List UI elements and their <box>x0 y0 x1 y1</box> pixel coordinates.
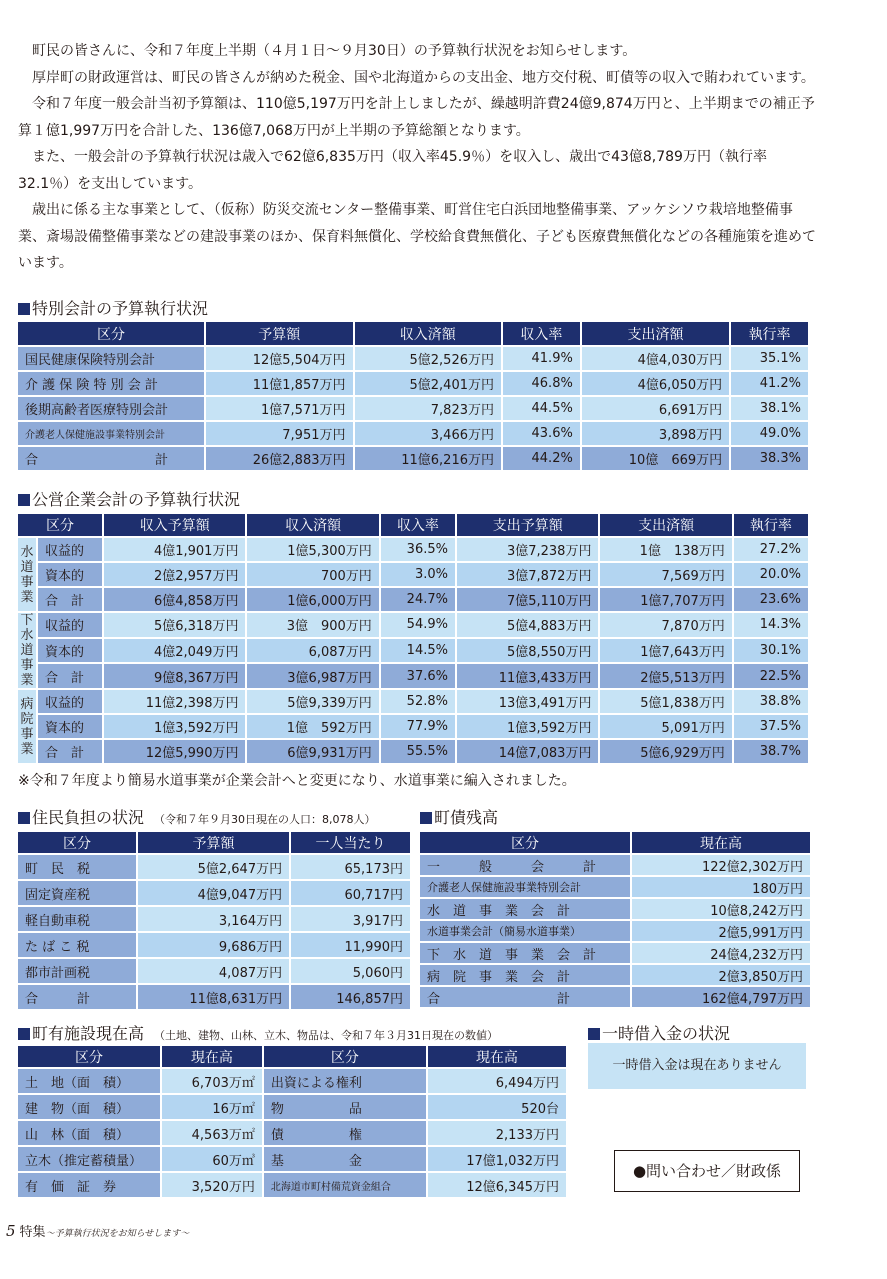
row-label: 病 院 事 業 会 計 <box>420 965 630 985</box>
temporary-loan-heading <box>588 1024 730 1044</box>
row-label: 介 護 保 険 特 別 会 計 <box>18 372 204 395</box>
row-label: 合 計 <box>38 664 102 688</box>
table-cell: 3億7,238万円 <box>457 538 598 561</box>
row-label: 出資による権利 <box>264 1069 426 1093</box>
table-cell: 1億7,707万円 <box>600 588 731 611</box>
table-cell: 6億9,931万円 <box>247 740 378 763</box>
row-label: 資本的 <box>38 563 102 586</box>
column-header: 執行率 <box>734 514 808 536</box>
table-row <box>18 1147 566 1171</box>
table-cell: 9,686万円 <box>138 933 289 957</box>
row-label: 物 品 <box>264 1095 426 1119</box>
row-label: 都市計画税 <box>18 959 136 983</box>
table-cell: 6億4,858万円 <box>104 588 245 611</box>
table-cell: 4億4,030万円 <box>582 347 729 370</box>
table-cell: 3億 900万円 <box>247 613 378 637</box>
row-label: 収益的 <box>38 690 102 713</box>
table-cell: 11億3,433万円 <box>457 664 598 688</box>
column-header: 区分 <box>18 1046 160 1067</box>
column-header: 支出済額 <box>600 514 731 536</box>
table-row <box>18 855 410 879</box>
table-cell: 4億6,050万円 <box>582 372 729 395</box>
square-bullet-icon <box>18 812 30 824</box>
table-cell: 5億1,838万円 <box>600 690 731 713</box>
row-label: 水 道 事 業 会 計 <box>420 899 630 919</box>
table-cell: 162億4,797万円 <box>632 987 810 1007</box>
column-header: 区分 <box>264 1046 426 1067</box>
table-cell: 9億8,367万円 <box>104 664 245 688</box>
table-cell: 38.1% <box>731 397 808 420</box>
intro-paragraph: また、一般会計の予算執行状況は歳入で62億6,835万円（収入率45.9％）を収入し、歳出で43億8,789万円（執行率32.1％）を支出しています。 <box>18 149 767 192</box>
table-cell: 2,133万円 <box>428 1121 566 1145</box>
table-cell: 5,091万円 <box>600 715 731 738</box>
page-footer <box>6 1221 189 1240</box>
table-row <box>420 877 810 897</box>
table-total-row <box>18 740 808 763</box>
table-row <box>18 690 808 713</box>
public-enterprise-table <box>16 512 810 765</box>
row-label: 債 権 <box>264 1121 426 1145</box>
column-header: 区分 <box>18 832 136 853</box>
column-header: 現在高 <box>632 832 810 853</box>
table-cell: 4億9,047万円 <box>138 881 289 905</box>
table-cell: 37.5% <box>734 715 808 738</box>
table-cell: 2億5,991万円 <box>632 921 810 941</box>
public-enterprise-heading <box>18 490 240 510</box>
town-debt-table <box>418 830 812 1009</box>
section-title: 町債残高 <box>434 808 499 827</box>
row-label: 介護老人保健施設事業特別会計 <box>18 422 204 445</box>
table-cell: 35.1% <box>731 347 808 370</box>
table-cell: 5億6,929万円 <box>600 740 731 763</box>
table-cell: 6,087万円 <box>247 639 378 663</box>
table-row <box>18 959 410 983</box>
table-row <box>420 855 810 875</box>
table-cell: 5,060円 <box>291 959 410 983</box>
column-header: 収入済額 <box>247 514 378 536</box>
group-label: 水道事業 <box>18 538 36 611</box>
table-cell: 700万円 <box>247 563 378 586</box>
row-label: 合 計 <box>420 987 630 1007</box>
table-total-row <box>18 664 808 688</box>
table-cell: 2億5,513万円 <box>600 664 731 688</box>
column-header: 執行率 <box>731 322 808 345</box>
footer-subtitle: ～予算執行状況をお知らせします～ <box>45 1229 190 1239</box>
table-row <box>420 965 810 985</box>
table-row <box>18 422 808 445</box>
table-row <box>18 613 808 637</box>
table-cell: 4,087万円 <box>138 959 289 983</box>
table-cell: 43.6% <box>503 422 580 445</box>
row-label: 基 金 <box>264 1147 426 1171</box>
page-number: 5 <box>6 1222 16 1240</box>
table-row <box>18 715 808 738</box>
table-cell: 6,691万円 <box>582 397 729 420</box>
square-bullet-icon <box>18 1028 30 1040</box>
table-cell: 20.0% <box>734 563 808 586</box>
table-cell: 37.6% <box>381 664 455 688</box>
table-cell: 13億3,491万円 <box>457 690 598 713</box>
table-cell: 12億5,504万円 <box>206 347 353 370</box>
table-cell: 1億5,300万円 <box>247 538 378 561</box>
table-cell: 1億3,592万円 <box>104 715 245 738</box>
table-row <box>420 921 810 941</box>
row-label: 一 般 会 計 <box>420 855 630 875</box>
section-title: 住民負担の状況 <box>32 808 145 827</box>
table-cell: 122億2,302万円 <box>632 855 810 875</box>
table-cell: 5億6,318万円 <box>104 613 245 637</box>
table-cell: 7,951万円 <box>206 422 353 445</box>
intro-paragraph: 町民の皆さんに、令和７年度上半期（４月１日～９月30日）の予算執行状況をお知らせします。 <box>32 43 637 59</box>
table-cell: 10億 669万円 <box>582 447 729 470</box>
table-row <box>18 538 808 561</box>
table-cell: 46.8% <box>503 372 580 395</box>
table-cell: 1億3,592万円 <box>457 715 598 738</box>
intro-text <box>18 38 818 277</box>
column-header: 予算額 <box>138 832 289 853</box>
table-cell: 180万円 <box>632 877 810 897</box>
table-cell: 14.5% <box>381 639 455 663</box>
table-cell: 7億5,110万円 <box>457 588 598 611</box>
row-label: 有 価 証 券 <box>18 1173 160 1197</box>
row-label: 下 水 道 事 業 会 計 <box>420 943 630 963</box>
table-cell: 3億6,987万円 <box>247 664 378 688</box>
row-label: 合 計 <box>38 588 102 611</box>
table-cell: 5億2,526万円 <box>355 347 502 370</box>
table-cell: 7,823万円 <box>355 397 502 420</box>
column-header: 支出予算額 <box>457 514 598 536</box>
square-bullet-icon <box>18 303 30 315</box>
column-header: 区分 <box>420 832 630 853</box>
table-cell: 36.5% <box>381 538 455 561</box>
row-label: 資本的 <box>38 639 102 663</box>
row-label: 介護老人保健施設事業特別会計 <box>420 877 630 897</box>
table-cell: 12億5,990万円 <box>104 740 245 763</box>
table-row <box>18 397 808 420</box>
row-label: 水道事業会計（簡易水道事業） <box>420 921 630 941</box>
table-cell: 1億6,000万円 <box>247 588 378 611</box>
column-header: 予算額 <box>206 322 353 345</box>
town-debt-heading <box>420 808 498 828</box>
table-cell: 27.2% <box>734 538 808 561</box>
column-header: 収入済額 <box>355 322 502 345</box>
row-label: 北海道市町村備荒資金組合 <box>264 1173 426 1197</box>
temporary-loan-box: 一時借入金は現在ありません <box>588 1043 806 1089</box>
table-cell: 11億8,631万円 <box>138 985 289 1009</box>
table-cell: 17億1,032万円 <box>428 1147 566 1171</box>
resident-burden-heading <box>18 808 376 830</box>
special-account-table <box>16 320 810 472</box>
table-cell: 520台 <box>428 1095 566 1119</box>
row-label: 合 計 <box>38 740 102 763</box>
table-row <box>18 347 808 370</box>
column-header: 区分 <box>18 322 204 345</box>
table-cell: 1億 138万円 <box>600 538 731 561</box>
table-cell: 2億3,850万円 <box>632 965 810 985</box>
table-cell: 41.2% <box>731 372 808 395</box>
resident-burden-table <box>16 830 412 1011</box>
table-cell: 77.9% <box>381 715 455 738</box>
table-total-row <box>18 447 808 470</box>
column-header: 支出済額 <box>582 322 729 345</box>
town-facilities-table <box>16 1044 568 1199</box>
table-cell: 60,717円 <box>291 881 410 905</box>
table-cell: 52.8% <box>381 690 455 713</box>
table-cell: 5億9,339万円 <box>247 690 378 713</box>
table-cell: 24.7% <box>381 588 455 611</box>
square-bullet-icon <box>588 1028 600 1040</box>
table-row <box>18 881 410 905</box>
table-total-row <box>420 987 810 1007</box>
table-cell: 11億2,398万円 <box>104 690 245 713</box>
table-cell: 5億2,401万円 <box>355 372 502 395</box>
table-row <box>18 563 808 586</box>
row-label: 軽自動車税 <box>18 907 136 931</box>
intro-paragraph: 令和７年度一般会計当初予算額は、110億5,197万円を計上しましたが、繰越明許費24億9,874万円と、上半期までの補正予算１億1,997万円を合計した、136億7,068万円が上半期の予算総額となります。 <box>18 96 815 139</box>
table-cell: 4億1,901万円 <box>104 538 245 561</box>
row-label: 立木（推定蓄積量） <box>18 1147 160 1171</box>
table-cell: 11,990円 <box>291 933 410 957</box>
group-label: 下水道事業 <box>18 613 36 688</box>
facilities-note: （土地、建物、山林、立木、物品は、令和７年３月31日現在の数値） <box>154 1029 499 1042</box>
section-title: 町有施設現在高 <box>32 1024 145 1043</box>
table-cell: 3,164万円 <box>138 907 289 931</box>
column-header: 収入率 <box>503 322 580 345</box>
public-enterprise-note: ※令和７年度より簡易水道事業が企業会計へと変更になり、水道事業に編入されました。 <box>18 773 576 789</box>
contact-box: ●問い合わせ／財政係 <box>614 1150 800 1192</box>
table-cell: 30.1% <box>734 639 808 663</box>
table-cell: 11億6,216万円 <box>355 447 502 470</box>
table-cell: 3.0% <box>381 563 455 586</box>
table-cell: 7,569万円 <box>600 563 731 586</box>
section-title: 特別会計の予算執行状況 <box>32 299 209 318</box>
column-header: 収入予算額 <box>104 514 245 536</box>
table-cell: 5億2,647万円 <box>138 855 289 879</box>
table-total-row <box>18 985 410 1009</box>
row-label: 土 地（面 積） <box>18 1069 160 1093</box>
table-cell: 44.2% <box>503 447 580 470</box>
intro-paragraph: 歳出に係る主な事業として、（仮称）防災交流センター整備事業、町営住宅白浜団地整備事業、アッケシソウ栽培地整備事業、斎場設備整備事業などの建設事業のほか、保育料無償化、学校給食費無償化、子ども医療費無償化などの各種施策を進めています。 <box>18 202 816 271</box>
column-header: 現在高 <box>162 1046 262 1067</box>
table-cell: 5億4,883万円 <box>457 613 598 637</box>
row-label: 合 計 <box>18 985 136 1009</box>
table-cell: 26億2,883万円 <box>206 447 353 470</box>
table-cell: 38.3% <box>731 447 808 470</box>
table-cell: 44.5% <box>503 397 580 420</box>
row-label: 収益的 <box>38 538 102 561</box>
table-row <box>18 907 410 931</box>
column-header: 収入率 <box>381 514 455 536</box>
table-cell: 3,898万円 <box>582 422 729 445</box>
table-cell: 65,173円 <box>291 855 410 879</box>
row-label: 合 計 <box>18 447 204 470</box>
table-row <box>18 1121 566 1145</box>
row-label: 町 民 税 <box>18 855 136 879</box>
table-row <box>18 933 410 957</box>
table-cell: 6,703万㎡ <box>162 1069 262 1093</box>
table-cell: 4,563万㎡ <box>162 1121 262 1145</box>
table-cell: 12億6,345万円 <box>428 1173 566 1197</box>
table-cell: 3億7,872万円 <box>457 563 598 586</box>
group-label: 病院事業 <box>18 690 36 763</box>
table-total-row <box>18 588 808 611</box>
table-cell: 24億4,232万円 <box>632 943 810 963</box>
population-note: （令和７年９月30日現在の人口：8,078人） <box>154 813 376 826</box>
square-bullet-icon <box>18 494 30 506</box>
row-label: 山 林（面 積） <box>18 1121 160 1145</box>
table-cell: 16万㎡ <box>162 1095 262 1119</box>
table-cell: 14.3% <box>734 613 808 637</box>
table-cell: 11億1,857万円 <box>206 372 353 395</box>
table-row <box>18 372 808 395</box>
table-cell: 2億2,957万円 <box>104 563 245 586</box>
town-facilities-heading <box>18 1024 498 1046</box>
table-cell: 1億7,643万円 <box>600 639 731 663</box>
section-title: 公営企業会計の予算執行状況 <box>32 490 241 509</box>
table-row <box>18 1095 566 1119</box>
square-bullet-icon <box>420 812 432 824</box>
table-cell: 146,857円 <box>291 985 410 1009</box>
table-cell: 55.5% <box>381 740 455 763</box>
column-header: 区分 <box>18 514 102 536</box>
table-cell: 3,520万円 <box>162 1173 262 1197</box>
table-cell: 38.8% <box>734 690 808 713</box>
table-cell: 1億7,571万円 <box>206 397 353 420</box>
table-cell: 49.0% <box>731 422 808 445</box>
footer-label: 特集 <box>19 1225 46 1240</box>
table-row <box>18 1069 566 1093</box>
table-cell: 54.9% <box>381 613 455 637</box>
table-cell: 23.6% <box>734 588 808 611</box>
table-row <box>420 899 810 919</box>
table-cell: 5億8,550万円 <box>457 639 598 663</box>
column-header: 一人当たり <box>291 832 410 853</box>
row-label: 国民健康保険特別会計 <box>18 347 204 370</box>
table-cell: 3,917円 <box>291 907 410 931</box>
table-row <box>18 1173 566 1197</box>
table-cell: 14億7,083万円 <box>457 740 598 763</box>
table-cell: 10億8,242万円 <box>632 899 810 919</box>
table-row <box>420 943 810 963</box>
table-cell: 7,870万円 <box>600 613 731 637</box>
intro-paragraph: 厚岸町の財政運営は、町民の皆さんが納めた税金、国や北海道からの支出金、地方交付税、町債等の収入で賄われています。 <box>32 69 815 86</box>
row-label: 資本的 <box>38 715 102 738</box>
row-label: 収益的 <box>38 613 102 637</box>
row-label: 後期高齢者医療特別会計 <box>18 397 204 420</box>
section-title: 一時借入金の状況 <box>602 1024 731 1043</box>
table-cell: 1億 592万円 <box>247 715 378 738</box>
special-account-heading <box>18 299 208 319</box>
table-cell: 3,466万円 <box>355 422 502 445</box>
table-row <box>18 639 808 663</box>
row-label: 建 物（面 積） <box>18 1095 160 1119</box>
table-cell: 6,494万円 <box>428 1069 566 1093</box>
table-cell: 4億2,049万円 <box>104 639 245 663</box>
row-label: 固定資産税 <box>18 881 136 905</box>
table-cell: 41.9% <box>503 347 580 370</box>
table-cell: 60万㎥ <box>162 1147 262 1171</box>
row-label: た ば こ 税 <box>18 933 136 957</box>
table-cell: 38.7% <box>734 740 808 763</box>
table-cell: 22.5% <box>734 664 808 688</box>
column-header: 現在高 <box>428 1046 566 1067</box>
